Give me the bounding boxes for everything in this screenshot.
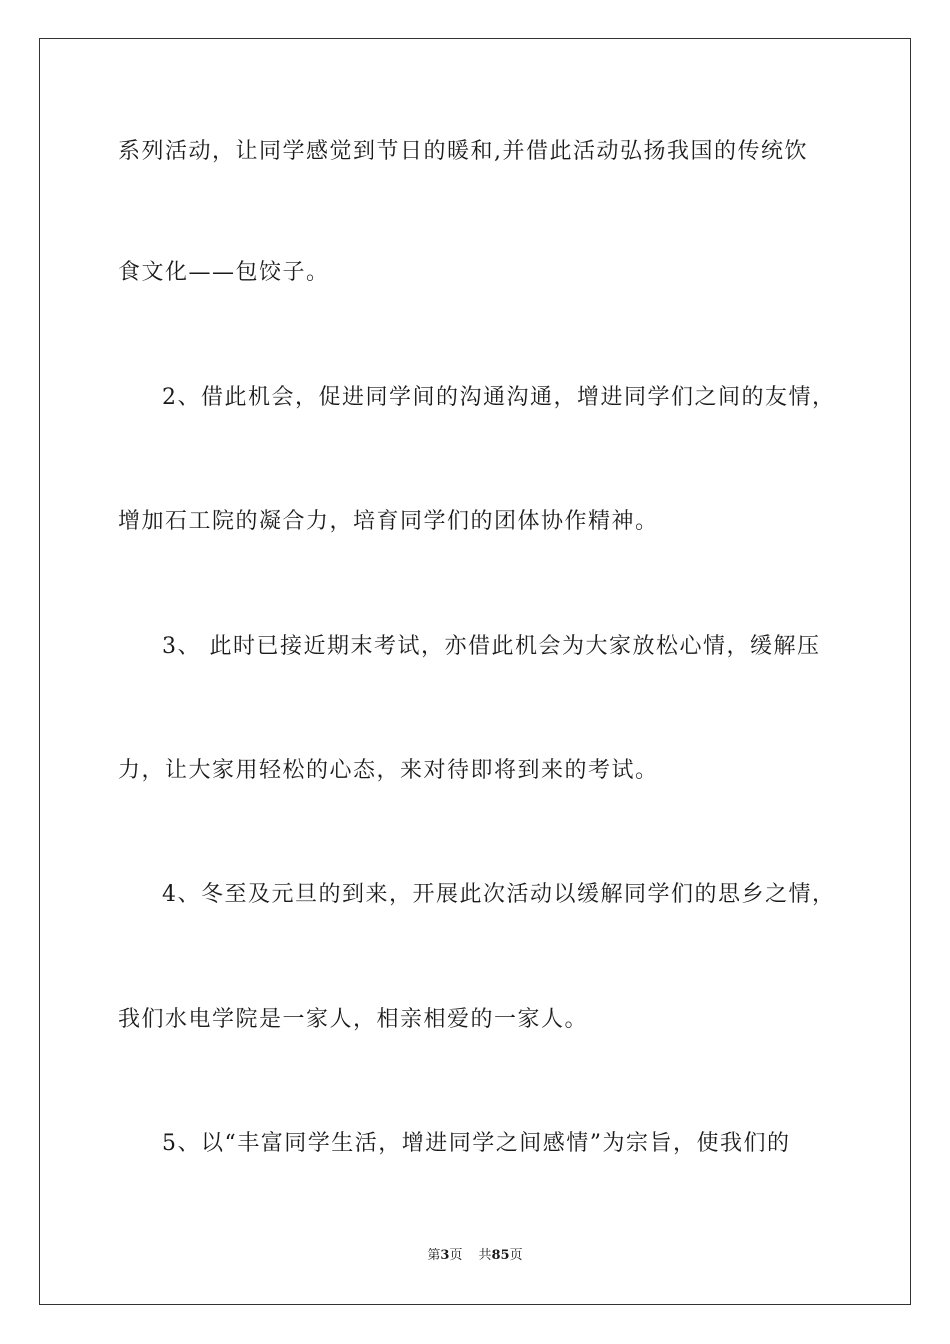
page-suffix: 页 [449, 1248, 463, 1263]
paragraph-line: 力，让大家用轻松的心态，来对待即将到来的考试。 [118, 758, 659, 783]
paragraph-line: 我们水电学院是一家人，相亲相爱的一家人。 [118, 1007, 589, 1032]
page-frame [39, 38, 911, 1305]
paragraph-line: 3、 此时已接近期末考试，亦借此机会为大家放松心情，缓解压 [162, 634, 821, 659]
paragraph-line: 2、借此机会，促进同学间的沟通沟通，增进同学们之间的友情， [162, 385, 836, 410]
paragraph-line: 5、以“丰富同学生活，增进同学之间感情”为宗旨，使我们的 [162, 1131, 791, 1156]
paragraph-line: 增加石工院的凝合力，培育同学们的团体协作精神。 [118, 509, 659, 534]
page-number: 3 [440, 1248, 450, 1263]
page-footer [0, 1247, 950, 1265]
total-suffix: 页 [509, 1248, 523, 1263]
paragraph-line: 食文化——包饺子。 [118, 260, 330, 285]
total-prefix: 共 [478, 1248, 492, 1263]
paragraph-line: 系列活动，让同学感觉到节日的暖和,并借此活动弘扬我国的传统饮 [118, 139, 808, 164]
total-pages: 85 [491, 1248, 510, 1263]
page-prefix: 第 [427, 1248, 441, 1263]
paragraph-line: 4、冬至及元旦的到来，开展此次活动以缓解同学们的思乡之情， [162, 882, 836, 907]
